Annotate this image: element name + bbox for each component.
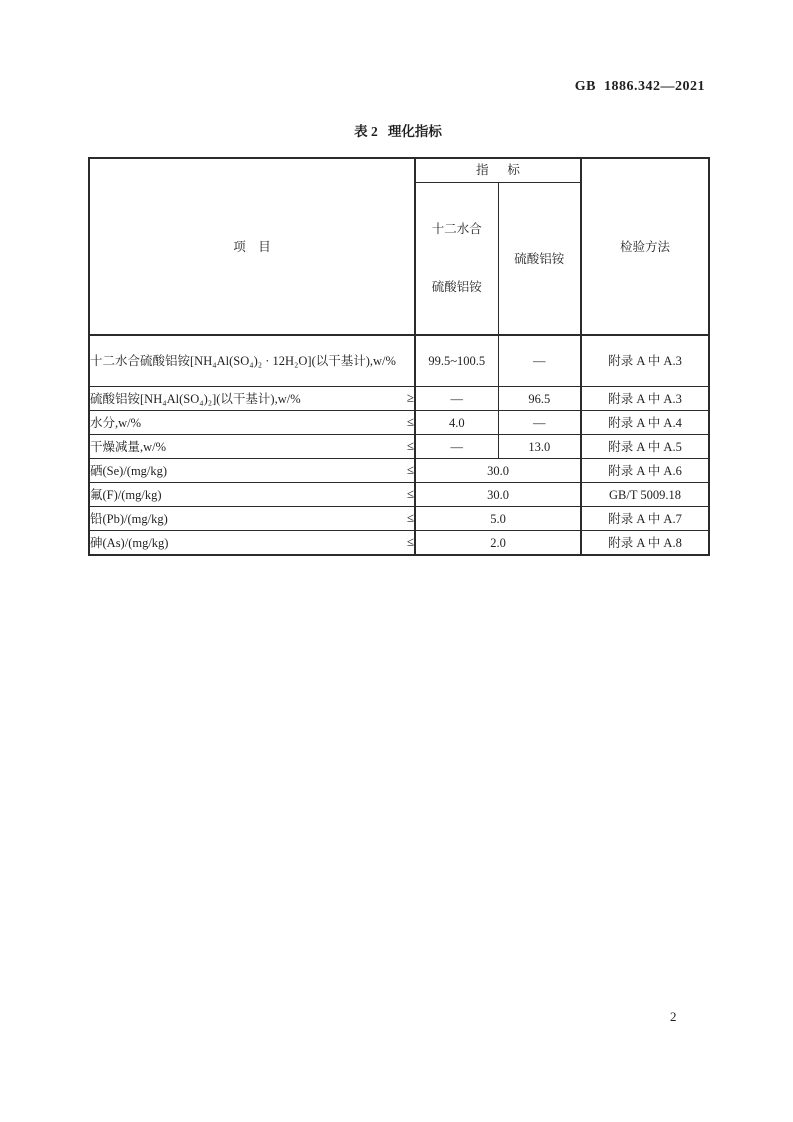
- merged-value: 2.0: [415, 531, 581, 556]
- table-row: [89, 435, 709, 459]
- standard-number: GB 1886.342—2021: [574, 79, 705, 94]
- merged-value: 30.0: [415, 483, 581, 507]
- col-header-anhydrous: 硫酸铝铵: [498, 183, 581, 336]
- method-cell: GB/T 5009.18: [581, 483, 709, 507]
- spec-table: [88, 157, 710, 556]
- item-cell: [89, 459, 415, 483]
- item-cell: [89, 507, 415, 531]
- table-row: [89, 483, 709, 507]
- col-header-indicator: 指 标: [415, 158, 581, 183]
- table-row: [89, 335, 709, 387]
- table-row: [89, 387, 709, 411]
- item-cell: [89, 335, 415, 387]
- item-label: 水分,w/%: [90, 415, 142, 430]
- relation-symbol: ≤: [406, 462, 414, 478]
- dodecahydrate-value: —: [415, 387, 498, 411]
- relation-symbol: ≥: [406, 390, 414, 406]
- col-header-dodecahydrate-line1: 十二水合: [431, 222, 482, 237]
- table-caption: 表 2 理化指标: [354, 124, 442, 139]
- item-label: 铅(Pb)/(mg/kg): [90, 511, 168, 526]
- relation-symbol: ≤: [406, 414, 414, 430]
- table-row: [89, 459, 709, 483]
- table-row: [89, 507, 709, 531]
- col-header-dodecahydrate-line2: 硫酸铝铵: [431, 279, 482, 294]
- method-cell: 附录 A 中 A.6: [581, 459, 709, 483]
- item-label: 十二水合硫酸铝铵[NH₄Al(SO₄)₂ · 12H₂O](以干基计),w/%: [90, 354, 396, 369]
- item-cell: [89, 435, 415, 459]
- method-cell: 附录 A 中 A.4: [581, 411, 709, 435]
- col-header-method: 检验方法: [581, 158, 709, 335]
- item-label: 硒(Se)/(mg/kg): [90, 463, 168, 478]
- dodecahydrate-value: 99.5~100.5: [415, 335, 498, 387]
- method-cell: 附录 A 中 A.5: [581, 435, 709, 459]
- method-cell: 附录 A 中 A.3: [581, 387, 709, 411]
- item-label: 硫酸铝铵[NH₄Al(SO₄)₂](以干基计),w/%: [90, 391, 301, 406]
- page-number: 2: [670, 1009, 677, 1024]
- item-label: 砷(As)/(mg/kg): [90, 535, 169, 550]
- item-label: 干燥减量,w/%: [90, 439, 167, 454]
- merged-value: 30.0: [415, 459, 581, 483]
- dodecahydrate-value: —: [415, 435, 498, 459]
- item-cell: [89, 387, 415, 411]
- dodecahydrate-value: 4.0: [415, 411, 498, 435]
- header-row-top: [89, 158, 709, 183]
- merged-value: 5.0: [415, 507, 581, 531]
- method-cell: 附录 A 中 A.8: [581, 531, 709, 556]
- col-header-item: 项 目: [89, 158, 415, 335]
- relation-symbol: ≤: [406, 534, 414, 550]
- item-label: 氟(F)/(mg/kg): [90, 487, 162, 502]
- item-cell: [89, 531, 415, 556]
- col-header-dodecahydrate: [415, 183, 498, 336]
- item-cell: [89, 411, 415, 435]
- table-row: [89, 531, 709, 556]
- relation-symbol: ≤: [406, 438, 414, 454]
- anhydrous-value: —: [498, 335, 581, 387]
- relation-symbol: ≤: [406, 510, 414, 526]
- relation-symbol: ≤: [406, 486, 414, 502]
- item-cell: [89, 483, 415, 507]
- anhydrous-value: 96.5: [498, 387, 581, 411]
- table-row: [89, 411, 709, 435]
- anhydrous-value: 13.0: [498, 435, 581, 459]
- method-cell: 附录 A 中 A.3: [581, 335, 709, 387]
- anhydrous-value: —: [498, 411, 581, 435]
- method-cell: 附录 A 中 A.7: [581, 507, 709, 531]
